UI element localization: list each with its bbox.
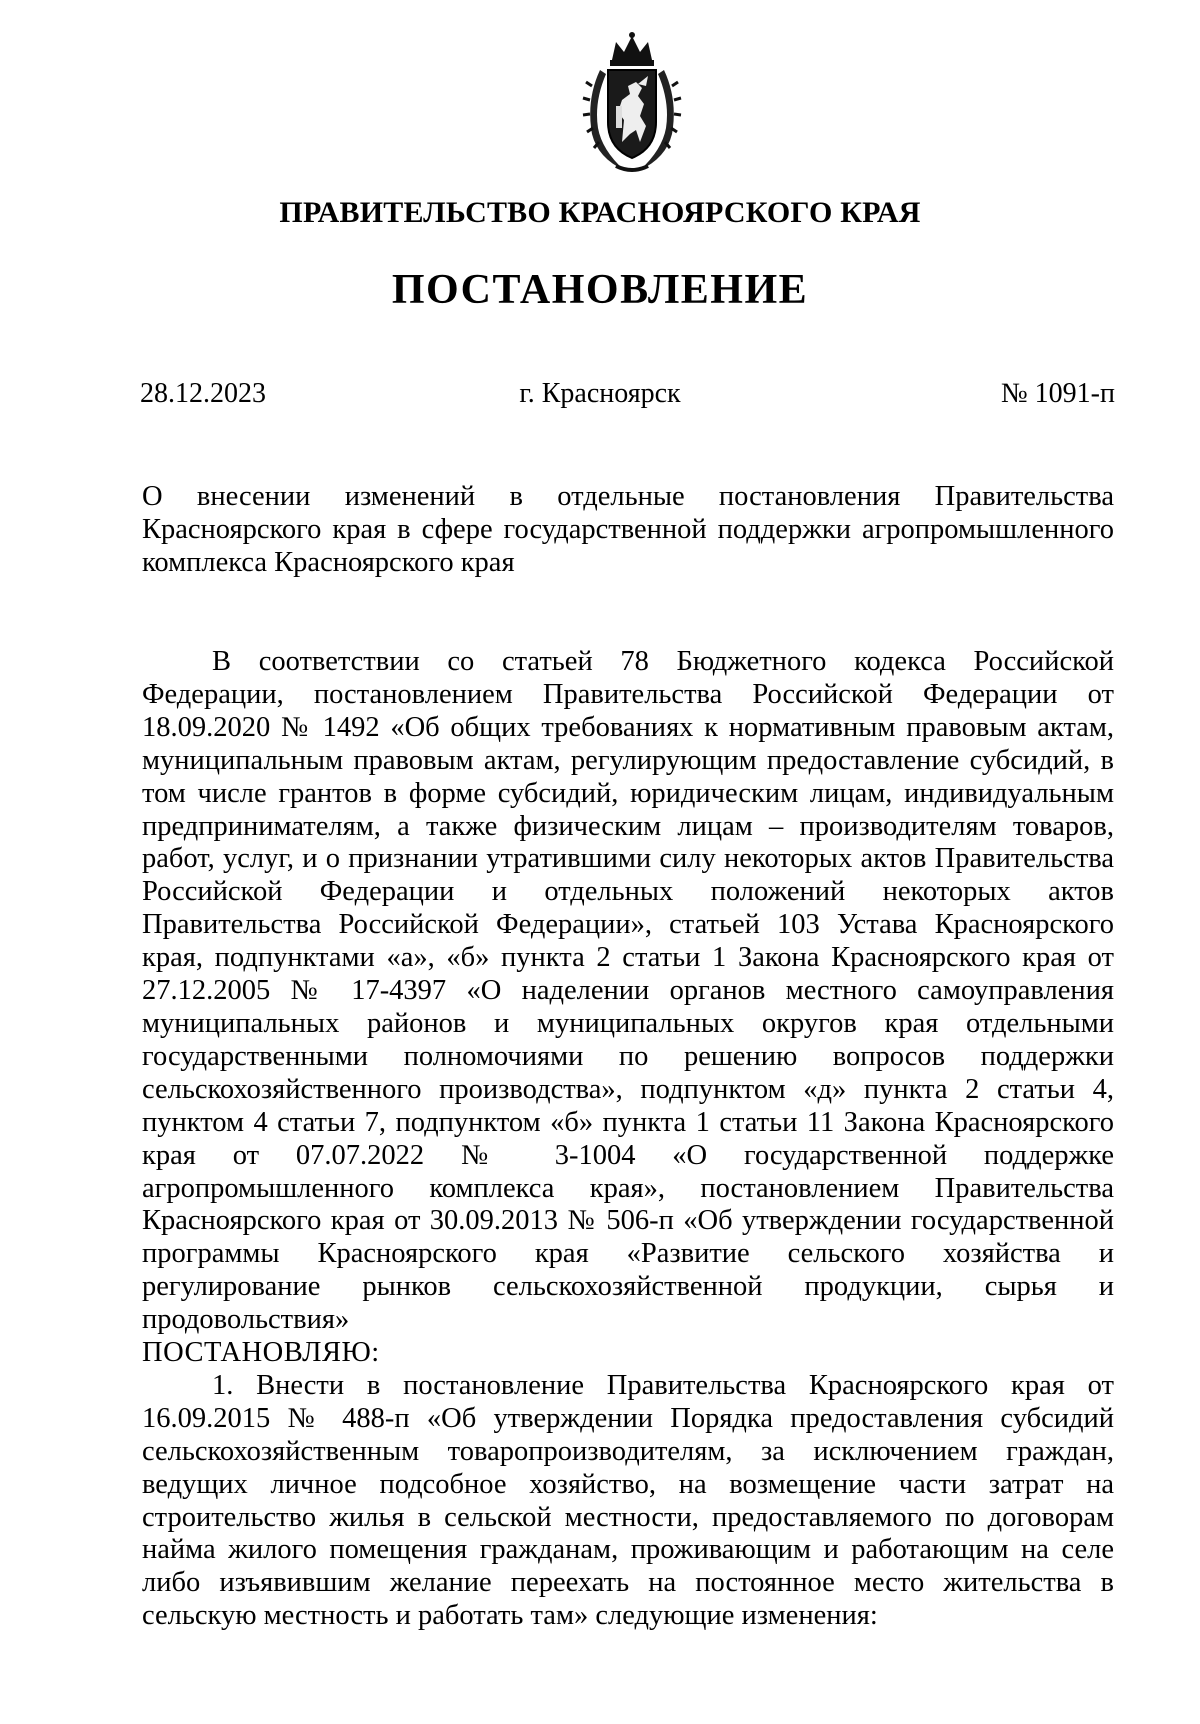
coat-of-arms-icon (578, 30, 686, 175)
document-body (142, 646, 1114, 1633)
document-type-title: ПОСТАНОВЛЕНИЕ (391, 267, 809, 313)
government-name: ПРАВИТЕЛЬСТВО КРАСНОЯРСКОГО КРАЯ (279, 196, 921, 229)
document-date: 28.12.2023 (140, 378, 266, 409)
item-1-paragraph: 1. Внести в постановление Правительства Красноярского края от 16.09.2015 № 488-п «Об утверждении Порядка предоставления субсидий сельскохозяйственным товаропроизводителям, за исключением граждан, ведущих личное подсобное хозяйство, на возмещение части затрат на строительство жилья в сельской местности, предоставляемого по договорам найма жилого помещения гражданам, проживающим и работающим на селе либо изъявившим желание переехать на постоянное место жительства в сельскую местность и работать там» следующие изменения: (142, 1369, 1114, 1632)
document-subject: О внесении изменений в отдельные постановления Правительства Красноярского края в сфере государственной поддержки агропромышленного комплекса Красноярского края (142, 481, 1114, 578)
document-city: г. Красноярск (519, 378, 681, 409)
preamble-paragraph: В соответствии со статьей 78 Бюджетного кодекса Российской Федерации, постановлением Правительства Российской Федерации от 18.09.2020 № 1492 «Об общих требованиях к нормативным правовым актам, муниципальным правовым актам, регулирующим предоставление субсидий, в том числе грантов в форме субсидий, юридическим лицам, индивидуальным предпринимателям, а также физическим лицам – производителям товаров, работ, услуг, и о признании утратившими силу некоторых актов Правительства Российской Федерации и отдельных положений некоторых актов Правительства Российской Федерации», статьей 103 Устава Красноярского края, подпунктами «а», «б» пункта 2 статьи 1 Закона Красноярского края от 27.12.2005 № 17-4397 «О наделении органов местного самоуправления муниципальных районов и муниципальных округов края отдельными государственными полномочиями по решению вопросов поддержки сельскохозяйственного производства», подпунктом «д» пункта 2 статьи 4, пунктом 4 статьи 7, подпунктом «б» пункта 1 статьи 11 Закона Красноярского края от 07.07.2022 № 3-1004 «О государственной поддержке агропромышленного комплекса края», постановлением Правительства Красноярского края от 30.09.2013 № 506-п «Об утверждении государственной программы Красноярского края «Развитие сельского хозяйства и регулирование рынков сельскохозяйственной продукции, сырья и продовольствия» (142, 646, 1114, 1336)
resolve-statement: ПОСТАНОВЛЯЮ: (142, 1337, 380, 1369)
document-number: № 1091-п (1000, 378, 1115, 409)
